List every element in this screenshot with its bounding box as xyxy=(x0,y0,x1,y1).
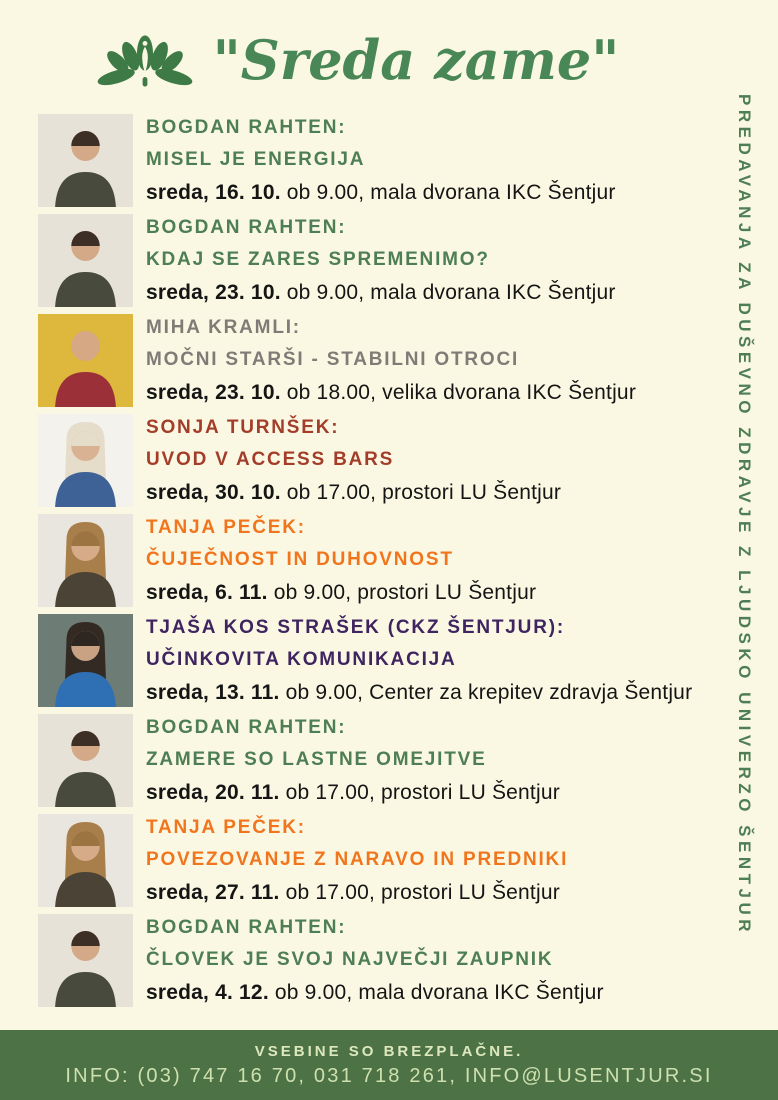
event-text xyxy=(146,614,692,707)
event-row xyxy=(38,714,710,807)
speaker-photo xyxy=(38,414,133,507)
event-datetime xyxy=(146,281,616,305)
event-datetime xyxy=(146,981,604,1005)
speaker-name: BOGDAN RAHTEN: xyxy=(146,717,347,738)
event-text xyxy=(146,214,616,307)
speaker-name: BOGDAN RAHTEN: xyxy=(146,117,347,138)
lecture-title: ČLOVEK JE SVOJ NAJVEČJI ZAUPNIK xyxy=(146,949,554,970)
event-text xyxy=(146,314,636,407)
event-location: ob 18.00, velika dvorana IKC Šentjur xyxy=(280,381,637,404)
lecture-title: ZAMERE SO LASTNE OMEJITVE xyxy=(146,749,487,770)
event-location: ob 17.00, prostori LU Šentjur xyxy=(279,781,560,804)
event-row xyxy=(38,814,710,907)
event-date: sreda, 23. 10. xyxy=(146,381,281,404)
side-banner xyxy=(710,0,778,1030)
speaker-name: SONJA TURNŠEK: xyxy=(146,417,340,438)
event-location: ob 9.00, prostori LU Šentjur xyxy=(267,581,537,604)
event-date: sreda, 6. 11. xyxy=(146,581,268,604)
lotus-icon xyxy=(93,31,197,96)
footer-contact-info: INFO: (03) 747 16 70, 031 718 261, INFO@LUSENTJUR.SI xyxy=(65,1064,713,1087)
event-date: sreda, 27. 11. xyxy=(146,881,280,904)
speaker-photo xyxy=(38,914,133,1007)
speaker-name: TANJA PEČEK: xyxy=(146,817,306,838)
event-location: ob 17.00, prostori LU Šentjur xyxy=(280,481,562,504)
lecture-title: MISEL JE ENERGIJA xyxy=(146,149,366,170)
event-datetime xyxy=(146,181,616,205)
event-row xyxy=(38,414,710,507)
event-list xyxy=(38,114,710,1007)
speaker-name: BOGDAN RAHTEN: xyxy=(146,217,347,238)
speaker-photo xyxy=(38,214,133,307)
lecture-title: MOČNI STARŠI - STABILNI OTROCI xyxy=(146,349,520,370)
speaker-name: TJAŠA KOS STRAŠEK (CKZ ŠENTJUR): xyxy=(146,617,565,638)
event-location: ob 9.00, mala dvorana IKC Šentjur xyxy=(268,981,604,1004)
event-datetime xyxy=(146,681,692,705)
lecture-title: KDAJ SE ZARES SPREMENIMO? xyxy=(146,249,490,270)
event-datetime xyxy=(146,481,561,505)
event-row xyxy=(38,614,710,707)
speaker-photo xyxy=(38,814,133,907)
speaker-name: TANJA PEČEK: xyxy=(146,517,306,538)
event-datetime xyxy=(146,581,536,605)
lecture-title: POVEZOVANJE Z NARAVO IN PREDNIKI xyxy=(146,849,569,870)
event-row xyxy=(38,314,710,407)
event-text xyxy=(146,114,616,207)
event-text xyxy=(146,914,604,1007)
lecture-title: UVOD V ACCESS BARS xyxy=(146,449,395,470)
lecture-title: ČUJEČNOST IN DUHOVNOST xyxy=(146,549,454,570)
page-title: "Sreda zame" xyxy=(212,28,620,92)
speaker-photo xyxy=(38,614,133,707)
event-date: sreda, 20. 11. xyxy=(146,781,280,804)
event-date: sreda, 30. 10. xyxy=(146,481,281,504)
side-banner-text: PREDAVANJA ZA DUŠEVNO ZDRAVJE Z LJUDSKO UNIVERZO ŠENTJUR xyxy=(735,93,754,937)
event-datetime xyxy=(146,781,560,805)
speaker-photo xyxy=(38,314,133,407)
event-location: ob 17.00, prostori LU Šentjur xyxy=(279,881,560,904)
event-text xyxy=(146,514,536,607)
event-location: ob 9.00, mala dvorana IKC Šentjur xyxy=(280,281,616,304)
speaker-name: BOGDAN RAHTEN: xyxy=(146,917,347,938)
event-text xyxy=(146,814,568,907)
speaker-photo xyxy=(38,514,133,607)
event-row xyxy=(38,514,710,607)
event-date: sreda, 16. 10. xyxy=(146,181,281,204)
speaker-photo xyxy=(38,714,133,807)
footer-note: VSEBINE SO BREZPLAČNE. xyxy=(254,1042,524,1060)
lecture-title: UČINKOVITA KOMUNIKACIJA xyxy=(146,649,457,670)
footer xyxy=(0,1030,778,1100)
header xyxy=(0,8,712,112)
event-datetime xyxy=(146,881,568,905)
event-row xyxy=(38,914,710,1007)
event-text xyxy=(146,714,560,807)
event-row xyxy=(38,114,710,207)
speaker-name: MIHA KRAMLI: xyxy=(146,317,301,338)
event-date: sreda, 23. 10. xyxy=(146,281,281,304)
event-date: sreda, 4. 12. xyxy=(146,981,269,1004)
event-location: ob 9.00, mala dvorana IKC Šentjur xyxy=(280,181,616,204)
event-row xyxy=(38,214,710,307)
event-text xyxy=(146,414,561,507)
event-location: ob 9.00, Center za krepitev zdravja Šentjur xyxy=(279,681,693,704)
event-datetime xyxy=(146,381,636,405)
event-date: sreda, 13. 11. xyxy=(146,681,280,704)
speaker-photo xyxy=(38,114,133,207)
